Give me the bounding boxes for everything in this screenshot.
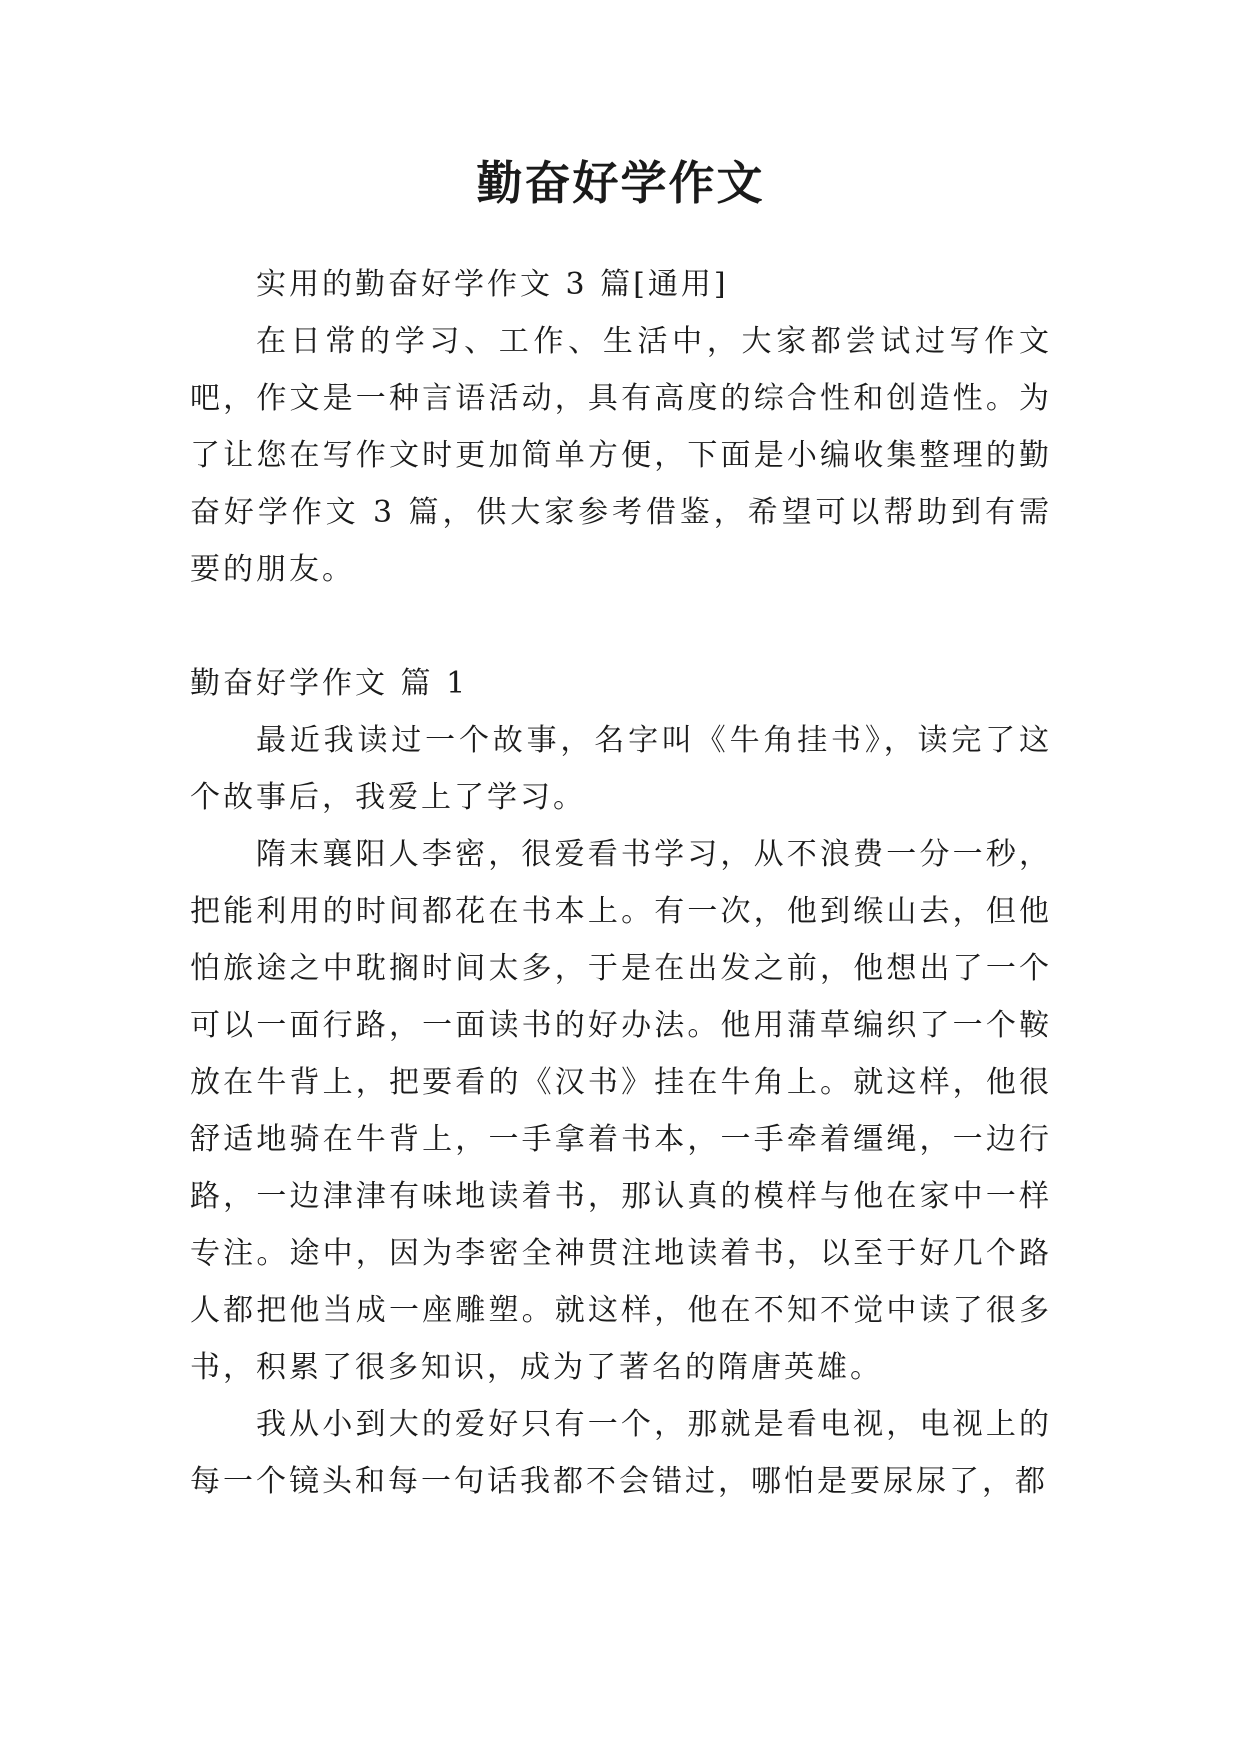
body-paragraph: 隋末襄阳人李密，很爱看书学习，从不浪费一分一秒，把能利用的时间都花在书本上。有一次，他到缑山去，但他怕旅途之中耽搁时间太多，于是在出发之前，他想出了一个可以一面行路，一面读书的好办法。他用蒲草编织了一个鞍放在牛背上，把要看的《汉书》挂在牛角上。就这样，他很舒适地骑在牛背上，一手拿着书本，一手牵着缰绳，一边行路，一边津津有味地读着书，那认真的模样与他在家中一样专注。途中，因为李密全神贯注地读着书，以至于好几个路人都把他当成一座雕塑。就这样，他在不知不觉中读了很多书，积累了很多知识，成为了著名的隋唐英雄。 (190, 837, 1052, 1385)
body-paragraph: 我从小到大的爱好只有一个，那就是看电视，电视上的每一个镜头和每一句话我都不会错过，哪怕是要尿尿了，都 (190, 1407, 1052, 1499)
document-subtitle: 实用的勤奋好学作文 3 篇[通用] (256, 267, 729, 302)
intro-paragraph: 在日常的学习、工作、生活中，大家都尝试过写作文吧，作文是一种言语活动，具有高度的综合性和创造性。为了让您在写作文时更加简单方便，下面是小编收集整理的勤奋好学作文 3 篇，供大家参考借鉴，希望可以帮助到有需要的朋友。 (190, 324, 1052, 587)
document-body (190, 256, 1052, 1510)
document-title: 勤奋好学作文 (476, 156, 765, 210)
section-spacer (190, 598, 1052, 655)
section-heading: 勤奋好学作文 篇 1 (190, 666, 469, 701)
body-paragraph: 最近我读过一个故事，名字叫《牛角挂书》，读完了这个故事后，我爱上了学习。 (190, 723, 1052, 815)
